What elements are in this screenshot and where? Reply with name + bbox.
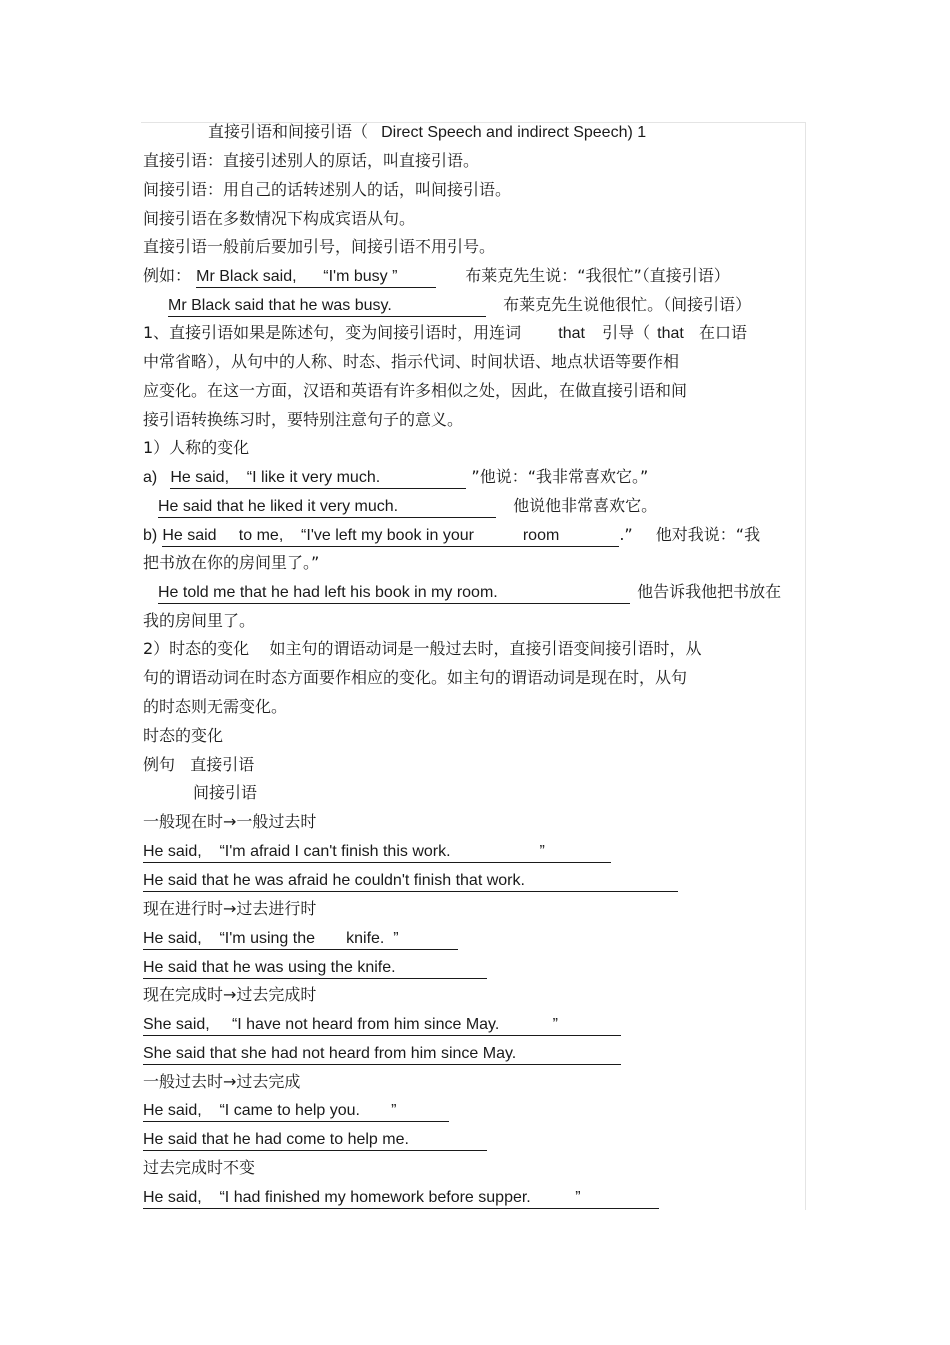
tense1-indirect-en: He said that he was afraid he couldn't finish that work. — [143, 872, 678, 892]
rule1-line1 — [143, 323, 747, 344]
example-a-direct — [143, 467, 648, 489]
example-a-indirect-zh: 他说他非常喜欢它。 — [513, 496, 658, 515]
tense3-direct-en: She said, “I have not heard from him since May. ” — [143, 1016, 621, 1036]
tense1-indirect — [143, 870, 678, 892]
title-en: Direct Speech and indirect Speech) 1 — [381, 124, 647, 141]
definition-indirect: 间接引语：用自己的话转述别人的话，叫间接引语。 — [143, 180, 512, 199]
rule1-line3: 应变化。在这一方面，汉语和英语有许多相似之处，因此，在做直接引语和间 — [143, 381, 688, 400]
example-b-direct-zh-2: 把书放在你的房间里了。” — [143, 553, 320, 572]
tense4-indirect — [143, 1129, 487, 1151]
rule1-text-a: 1、直接引语如果是陈述句，变为间接引语时，用连词 — [143, 323, 522, 342]
tense4-direct-en: He said, “I came to help you. ” — [143, 1102, 449, 1122]
tense5-label: 过去完成时不变 — [143, 1158, 256, 1177]
rule1-line4: 接引语转换练习时，要特别注意句子的意义。 — [143, 410, 464, 429]
tense2-label: 现在进行时→过去进行时 — [143, 899, 317, 918]
example-indirect-zh: 布莱克先生说他很忙。（间接引语） — [503, 295, 752, 314]
tense-intro-2: 句的谓语动词在时态方面要作相应的变化。如主句的谓语动词是现在时，从句 — [143, 668, 688, 687]
tense1-label: 一般现在时→一般过去时 — [143, 812, 317, 831]
rule1-text-b: 引导（ — [602, 323, 651, 342]
example-b-indirect — [158, 582, 781, 604]
tense3-indirect-en: She said that she had not heard from him since May. — [143, 1045, 621, 1065]
tense1-direct — [143, 841, 611, 863]
example-b-indirect-zh-2: 我的房间里了。 — [143, 611, 256, 630]
tense4-label: 一般过去时→过去完成 — [143, 1072, 301, 1091]
example-indirect-line — [168, 295, 751, 317]
tense1-direct-en: He said, “I'm afraid I can't finish this work. ” — [143, 843, 611, 863]
tense2-indirect — [143, 957, 487, 979]
tense3-indirect — [143, 1043, 621, 1065]
rule1-text-c: 在口语 — [698, 323, 747, 342]
tense-intro-1: 2）时态的变化 如主句的谓语动词是一般过去时，直接引语变间接引语时，从 — [143, 639, 702, 658]
tense5-direct-en: He said, “I had finished my homework before supper. ” — [143, 1189, 659, 1209]
example-direct-zh: 布莱克先生说：“我很忙”（直接引语） — [465, 266, 730, 285]
tense3-label: 现在完成时→过去完成时 — [143, 985, 317, 1004]
example-b-indirect-en: He told me that he had left his book in my room. — [158, 584, 630, 604]
tense2-indirect-en: He said that he was using the knife. — [143, 959, 487, 979]
document-title — [208, 122, 646, 143]
tense4-direct — [143, 1100, 449, 1122]
example-b-label: b) — [143, 527, 158, 544]
tense3-direct — [143, 1014, 621, 1036]
rule1-that: that — [558, 325, 585, 342]
example-direct-line — [143, 266, 730, 288]
object-clause-note: 间接引语在多数情况下构成宾语从句。 — [143, 209, 416, 228]
example-prefix: 例如： — [143, 266, 192, 285]
example-indirect-en: Mr Black said that he was busy. — [168, 297, 486, 317]
tense4-indirect-en: He said that he had come to help me. — [143, 1131, 487, 1151]
title-zh: 直接引语和间接引语（ — [208, 122, 369, 141]
example-column-direct: 例句 直接引语 — [143, 755, 255, 774]
example-a-indirect — [158, 496, 657, 518]
example-b-direct-zh: 他对我说：“我 — [655, 525, 761, 544]
example-a-direct-zh: ”他说：“我非常喜欢它。” — [471, 467, 649, 486]
example-direct-en: Mr Black said, “I'm busy ” — [196, 268, 436, 288]
example-b-direct-en: He said to me, “I've left my book in your room — [162, 527, 619, 547]
example-a-direct-en: He said, “I like it very much. — [170, 469, 466, 489]
example-b-indirect-zh: 他告诉我他把书放在 — [637, 582, 782, 601]
example-column-indirect: 间接引语 — [193, 783, 258, 802]
tense-intro-3: 的时态则无需变化。 — [143, 697, 288, 716]
example-b-direct-end: .” — [619, 525, 633, 544]
tense-heading: 时态的变化 — [143, 726, 224, 745]
tense5-direct — [143, 1187, 659, 1209]
example-a-label: a) — [143, 469, 158, 486]
definition-direct: 直接引语：直接引述别人的原话，叫直接引语。 — [143, 151, 480, 170]
quotes-rule: 直接引语一般前后要加引号，间接引语不用引号。 — [143, 237, 496, 256]
tense2-direct — [143, 928, 458, 950]
person-change-heading: 1）人称的变化 — [143, 438, 250, 457]
example-b-direct — [143, 525, 760, 547]
rule1-that-2: that — [657, 325, 684, 342]
rule1-line2: 中常省略），从句中的人称、时态、指示代词、时间状语、地点状语等要作相 — [143, 352, 680, 371]
tense2-direct-en: He said, “I'm using the knife. ” — [143, 930, 458, 950]
example-a-indirect-en: He said that he liked it very much. — [158, 498, 496, 518]
